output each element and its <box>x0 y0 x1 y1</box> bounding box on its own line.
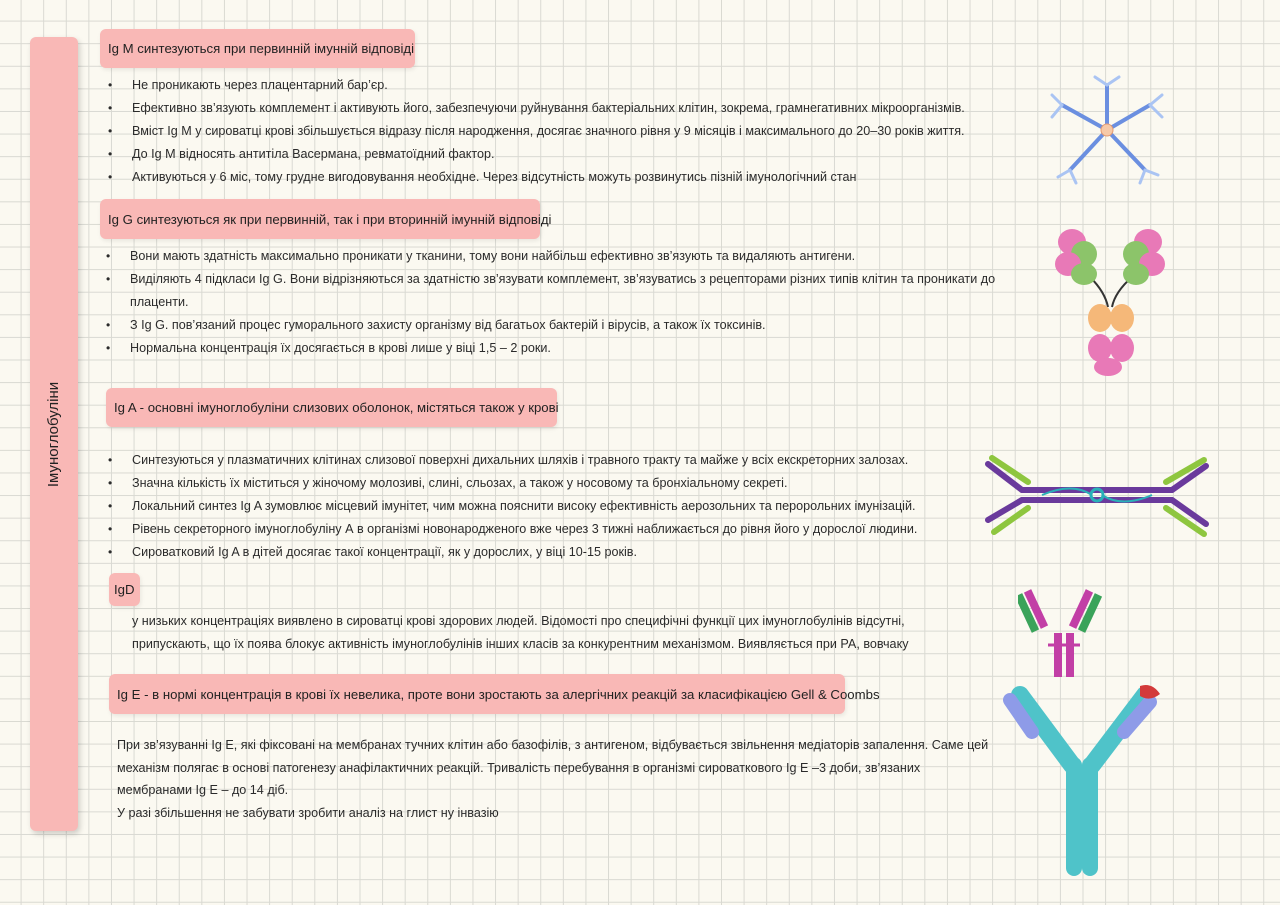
ige-text-line: мембранами Ig E – до 14 діб. <box>117 783 289 797</box>
ige-header: Ig E - в нормі концентрація в крові їх невелика, проте вони зростають за алергічних реакцій за класифікацією Gell & Coombs <box>109 674 845 714</box>
igd-text <box>132 610 909 655</box>
iga-bullet-list <box>108 449 917 564</box>
list-item: • Ефективно зв’язують комплемент і активують його, забезпечуючи руйнування бактеріальних клітин, зокрема, грамнегативних мікроорганізмів. <box>108 97 965 120</box>
igd-text-line: припускають, що їх поява блокує активність імуноглобулінів інших класів за конкурентним механізмом. Виявляється при РА, вовчаку <box>132 636 909 651</box>
list-item: • Виділяють 4 підкласи Ig G. Вони відрізняються за здатністю зв’язувати комплемент, зв’язуватись з рецепторами різних типів клітин та проникати до плаценти. <box>106 268 996 314</box>
list-item: • Вони мають здатність максимально проникати у тканини, тому вони найбільш ефективно зв’язують та видаляють антигени. <box>106 245 996 268</box>
list-item: • До Ig M відносять антитіла Васермана, ревматоїдний фактор. <box>108 143 965 166</box>
igm-header: Ig M синтезуються при первинній імунній відповіді <box>100 29 415 68</box>
list-item: • Сироватковий Ig A в дітей досягає такої концентрації, як у дорослих, у віці 10-15 років. <box>108 541 917 564</box>
igd-header: IgD <box>109 573 140 606</box>
list-item: • Рівень секреторного імуноглобуліну А в організмі новонародженого вже через 3 тижні наближається до рівня його у дорослої людини. <box>108 518 917 541</box>
list-item: • З Ig G. пов’язаний процес гуморального захисту організму від багатьох бактерій і вірусів, а також їх токсинів. <box>106 314 996 337</box>
ige-text-line: У разі збільшення не забувати зробити аналіз на глист ну інвазію <box>117 805 499 820</box>
side-title: Імуноглобуліни <box>45 381 63 487</box>
ige-antibody-icon <box>1000 680 1165 880</box>
igd-antibody-icon <box>1018 585 1110 680</box>
igg-antibody-icon <box>1050 222 1170 380</box>
list-item: • Вміст Ig M у сироватці крові збільшується відразу після народження, досягає значного рівня у 9 місяців і максимального до 20–30 років життя. <box>108 120 965 143</box>
list-item: • Синтезуються у плазматичних клітинах слизової поверхні дихальних шляхів і травного тракту та майже у всіх екскреторних залозах. <box>108 449 917 472</box>
igm-pentamer-icon <box>1050 75 1165 185</box>
igm-bullet-list <box>108 74 965 189</box>
side-title-tab <box>30 37 78 831</box>
list-item: • Нормальна концентрація їх досягається в крові лише у віці 1,5 – 2 роки. <box>106 337 996 360</box>
iga-header: Ig A - основні імуноглобуліни слизових оболонок, містяться також у крові <box>106 388 557 427</box>
ige-text-line: При зв’язуванні Ig E, які фіксовані на мембранах тучних клітин або базофілів, з антигеном, відбувається звільнення медіаторів запалення. Саме цей <box>117 738 989 752</box>
igg-bullet-list <box>106 245 996 360</box>
list-item: • Значна кількість їх міститься у жіночому молозиві, слині, сльозах, а також у носовому та бронхіальному секреті. <box>108 472 917 495</box>
list-item: • Локальний синтез Ig A зумовлює місцевий імунітет, чим можна пояснити високу ефективність аерозольних та перорольних імунізацій. <box>108 495 917 518</box>
ige-text <box>117 734 988 824</box>
igg-header: Ig G синтезуються як при первинній, так і при вторинній імунній відповіді <box>100 199 540 239</box>
list-item: • Не проникають через плацентарний бар’єр. <box>108 74 965 97</box>
igd-text-line: у низьких концентраціях виявлено в сироватці крові здорових людей. Відомості про специфічні функції цих імуноглобулінів відсутні, <box>132 614 905 628</box>
list-item: • Активуються у 6 міс, тому грудне вигодовування необхідне. Через відсутність можуть розвинутись пізній імунологічний стан <box>108 166 965 189</box>
ige-text-line: механізм полягає в основі патогенезу анафілактичних реакцій. Тривалість перебування в організмі сироваткового Ig E –3 доби, зв’язаних <box>117 760 921 775</box>
iga-dimer-icon <box>982 452 1212 542</box>
